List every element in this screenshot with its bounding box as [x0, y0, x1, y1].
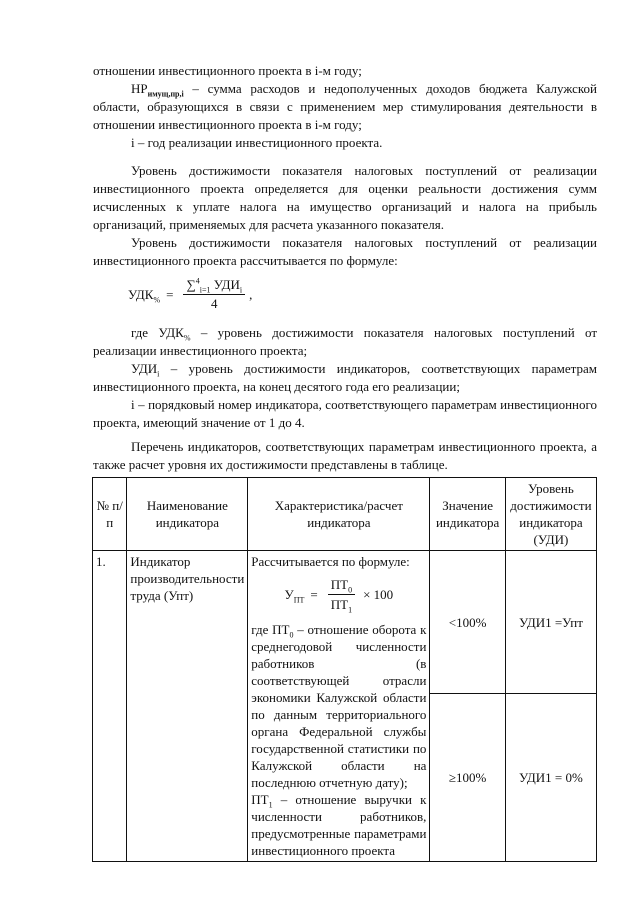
paragraph-index-definition: i – порядковый номер индикатора, соответствующего параметрам инвестиционного проекта, имеющий значение от 1 до 4.	[93, 397, 597, 430]
calc-pt0-definition: где $ПТ_0$ – отношение оборота к среднегодовой численности работников (в соответствующей отрасли экономики Калужской области по данным территориального органа Федеральной службы государственной статистики по Калужской области на последнюю отчетную дату);	[251, 622, 427, 790]
udi-below-100: УДИ1 =Упт	[505, 551, 596, 694]
formula-comma: ,	[249, 286, 253, 302]
hr-subscript: имущ,пр,i	[147, 89, 184, 99]
header-number: № п/п	[93, 478, 127, 551]
calc-pt1-definition: $ПТ_1$ – отношение выручки к численности работников, предусмотренные параметрами инвестиционного проекта	[251, 792, 427, 858]
paragraph-udi-definition: $УДИ_i$ – уровень достижимости индикаторов, соответствующих параметрам инвестиционного проекта, на конец десятого года его реализации;	[93, 361, 597, 394]
paragraph-uroven-formula-intro: Уровень достижимости показателя налоговых поступлений от реализации инвестиционного проекта рассчитывается по формуле:	[93, 235, 597, 268]
paragraph-uroven-purpose: Уровень достижимости показателя налоговых поступлений от реализации инвестиционного проекта определяется для оценки реальности достижения сумм исчисленных к уплате налога на имущество организаций и налога на прибыль организаций, применяемых для расчета указанного показателя.	[93, 163, 597, 232]
header-value: Значение индикатора	[430, 478, 505, 551]
paragraph-udk-definition: где $УДК_{\%}$ – уровень достижимости показателя налоговых поступлений от реализации инвестиционного проекта;	[93, 325, 597, 358]
calc-intro: Рассчитывается по формуле:	[251, 554, 410, 569]
value-above-100: ≥100%	[430, 694, 505, 862]
formula-equals: =	[166, 286, 174, 302]
paragraph-i-definition: i – год реализации инвестиционного проекта.	[131, 135, 383, 150]
udk-formula	[128, 277, 252, 312]
row-calculation	[248, 551, 430, 862]
productivity-formula: $У_{ПТ}$ = $\frac{ПТ_0}{ПТ_1}$ × 100	[284, 577, 394, 615]
formula-fraction	[183, 277, 245, 312]
table-header-row	[93, 478, 597, 551]
hr-text: – сумма расходов и недополученных доходов бюджета Калужской области, образующихся в связи с применением мер стимулирования деятельности в отношении инвестиционного проекта в i-м году;	[93, 81, 597, 132]
udi-above-100: УДИ1 = 0%	[505, 694, 596, 862]
header-characteristic: Характеристика/расчет индикатора	[248, 478, 430, 551]
formula-numerator: ∑$^4_{i=1}$ $УДИ_i$	[183, 277, 245, 295]
row-name: Индикатор производительности труда (Упт)	[127, 551, 248, 862]
paragraph-hr-definition	[93, 80, 597, 134]
value-below-100: <100%	[430, 551, 505, 694]
formula-lhs: $УДК_{\%}$	[128, 286, 161, 305]
table-row	[93, 551, 597, 694]
formula-denominator: 4	[211, 296, 218, 311]
indicators-table	[92, 477, 597, 862]
header-udi: Уровень достижимости индикатора (УДИ)	[505, 478, 596, 551]
paragraph-table-intro: Перечень индикаторов, соответствующих параметрам инвестиционного проекта, а также расчет уровня их достижимости представлены в таблице.	[93, 439, 597, 472]
hr-symbol: НР	[131, 81, 148, 96]
paragraph-1: отношении инвестиционного проекта в i-м году;	[93, 63, 362, 78]
row-number: 1.	[93, 551, 127, 862]
header-name: Наименование индикатора	[127, 478, 248, 551]
